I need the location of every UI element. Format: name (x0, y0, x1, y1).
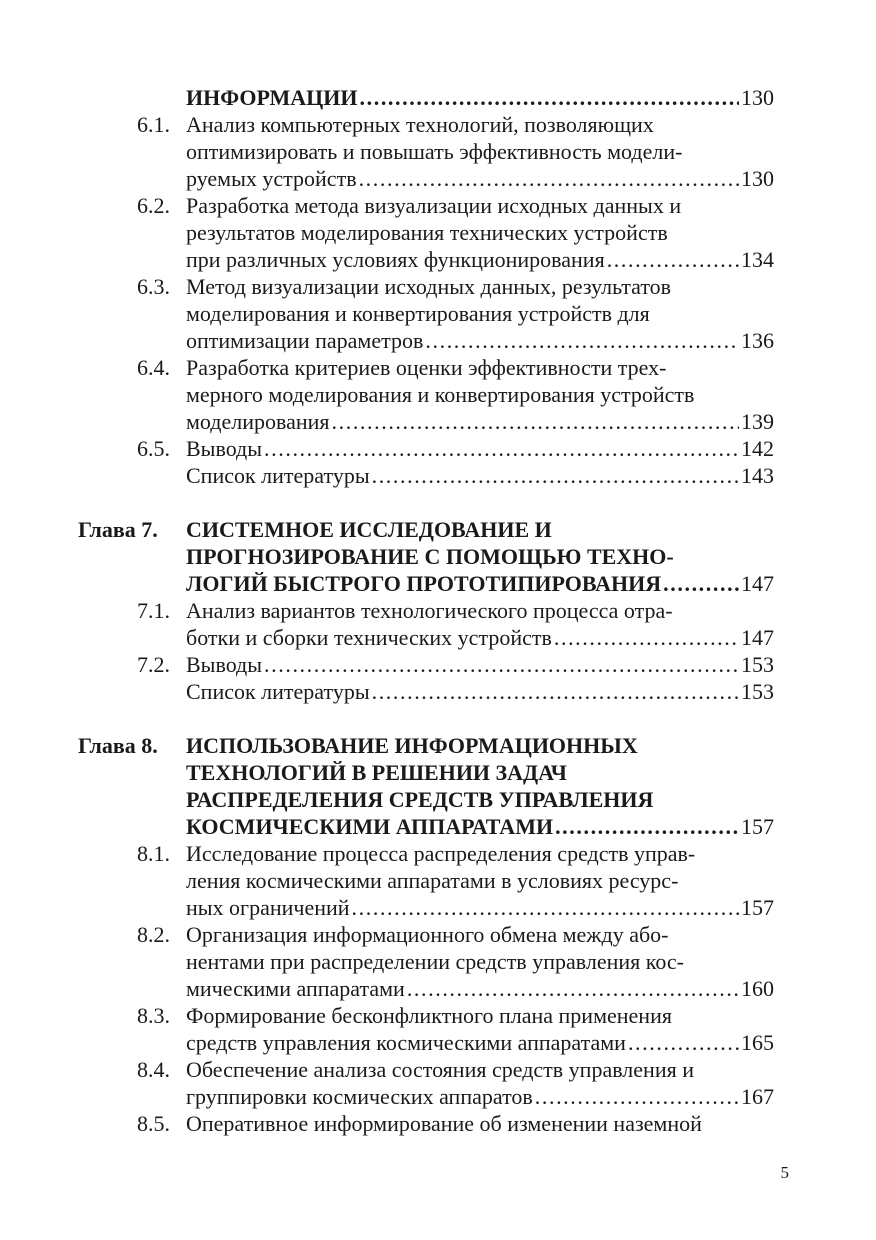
dot-leader (360, 84, 739, 111)
toc-chapter7-references (0, 678, 876, 705)
dot-leader (264, 651, 739, 678)
dot-leader (555, 813, 739, 840)
dot-leader (264, 435, 739, 462)
section-title-last-line: моделирования (186, 409, 330, 434)
section-title-last-line: Выводы (186, 652, 263, 677)
chapter-title-line: СИСТЕМНОЕ ИССЛЕДОВАНИЕ И (186, 517, 552, 542)
section-title-last-line: ных ограничений (186, 895, 350, 920)
toc-section-6-5 (0, 435, 876, 462)
section-title-line: результатов моделирования технических устройств (186, 220, 668, 245)
chapter-title-line: ПРОГНОЗИРОВАНИЕ С ПОМОЩЬЮ ТЕХНО- (186, 544, 674, 569)
dot-leader (372, 462, 739, 489)
toc-chapter6-references (0, 462, 876, 489)
dot-leader (407, 975, 739, 1002)
section-title-last-line: Список литературы (186, 679, 370, 704)
dot-leader (535, 1083, 739, 1110)
toc-section-6-2 (0, 192, 876, 273)
chapter-title-line: ИСПОЛЬЗОВАНИЕ ИНФОРМАЦИОННЫХ (186, 733, 638, 758)
section-title-last-line: оптимизации параметров (186, 328, 424, 353)
page-number: 5 (780, 1163, 789, 1182)
section-title-line: Организация информационного обмена между або- (186, 922, 669, 947)
toc-section-6-3 (0, 273, 876, 354)
section-title-line: Разработка метода визуализации исходных данных и (186, 193, 682, 218)
section-number: 7.1. (137, 598, 170, 623)
section-title-line: нентами при распределении средств управления кос- (186, 949, 684, 974)
toc-section-7-2 (0, 651, 876, 678)
section-title-line: Анализ вариантов технологического процесса отра- (186, 598, 673, 623)
section-number: 8.3. (137, 1003, 170, 1028)
dot-leader (352, 894, 739, 921)
dot-leader (663, 570, 739, 597)
section-number: 7.2. (137, 652, 170, 677)
section-title-last-line: руемых устройств (186, 166, 357, 191)
section-title-line: моделирования и конвертирования устройств для (186, 301, 650, 326)
chapter-title-line: РАСПРЕДЕЛЕНИЯ СРЕДСТВ УПРАВЛЕНИЯ (186, 787, 654, 812)
toc-section-8-2 (0, 921, 876, 1002)
toc-page-number: 134 (741, 247, 774, 272)
section-title-last-line: ботки и сборки технических устройств (186, 625, 552, 650)
toc-chapter6-title-continuation (0, 84, 876, 111)
toc-page-number: 157 (741, 814, 774, 839)
section-title-line: Обеспечение анализа состояния средств управления и (186, 1057, 694, 1082)
section-number: 6.4. (137, 355, 170, 380)
section-title-line: Оперативное информирование об изменении наземной (186, 1111, 702, 1136)
chapter-title-last-line: ЛОГИЙ БЫСТРОГО ПРОТОТИПИРОВАНИЯ (186, 571, 662, 596)
toc-page-number: 153 (741, 652, 774, 677)
section-title-last-line: Выводы (186, 436, 263, 461)
toc-page-number: 143 (741, 463, 774, 488)
section-title-last-line: группировки космических аппаратов (186, 1084, 533, 1109)
toc-chapter-7 (0, 516, 876, 597)
section-number: 8.2. (137, 922, 170, 947)
toc-section-6-4 (0, 354, 876, 435)
toc-entry-title: ИНФОРМАЦИИ (186, 85, 358, 110)
toc-page-number: 157 (741, 895, 774, 920)
section-number: 8.1. (137, 841, 170, 866)
toc-section-8-5 (0, 1110, 876, 1137)
dot-leader (554, 624, 739, 651)
table-of-contents (0, 84, 876, 1137)
section-title-line: оптимизировать и повышать эффективность модели- (186, 139, 683, 164)
toc-page-number: 160 (741, 976, 774, 1001)
toc-section-8-4 (0, 1056, 876, 1110)
chapter-label: Глава 8. (78, 733, 158, 758)
section-title-last-line: Список литературы (186, 463, 370, 488)
section-title-line: Формирование бесконфликтного плана применения (186, 1003, 672, 1028)
section-number: 6.1. (137, 112, 170, 137)
dot-leader (372, 678, 739, 705)
section-title-line: мерного моделирования и конвертирования устройств (186, 382, 695, 407)
toc-section-6-1 (0, 111, 876, 192)
section-title-last-line: средств управления космическими аппаратами (186, 1030, 626, 1055)
toc-page-number: 147 (741, 571, 774, 596)
dot-leader (332, 408, 739, 435)
toc-section-8-1 (0, 840, 876, 921)
spacer (0, 705, 876, 732)
toc-page-number: 139 (741, 409, 774, 434)
chapter-title-line: ТЕХНОЛОГИЙ В РЕШЕНИИ ЗАДАЧ (186, 760, 567, 785)
section-title-last-line: мическими аппаратами (186, 976, 405, 1001)
toc-page-number: 130 (741, 166, 774, 191)
toc-page-number: 167 (741, 1084, 774, 1109)
toc-page-number: 147 (741, 625, 774, 650)
section-title-line: Исследование процесса распределения средств управ- (186, 841, 696, 866)
toc-page-number: 153 (741, 679, 774, 704)
section-number: 6.5. (137, 436, 170, 461)
section-title-line: Разработка критериев оценки эффективности трех- (186, 355, 667, 380)
toc-page-number: 142 (741, 436, 774, 461)
section-title-line: ления космическими аппаратами в условиях ресурс- (186, 868, 679, 893)
dot-leader (425, 327, 739, 354)
section-title-line: Анализ компьютерных технологий, позволяющих (186, 112, 654, 137)
chapter-label: Глава 7. (78, 517, 158, 542)
toc-section-8-3 (0, 1002, 876, 1056)
section-number: 6.3. (137, 274, 170, 299)
dot-leader (607, 246, 739, 273)
chapter-title-last-line: КОСМИЧЕСКИМИ АППАРАТАМИ (186, 814, 554, 839)
section-title-last-line: при различных условиях функционирования (186, 247, 605, 272)
toc-page-number: 130 (741, 85, 774, 110)
section-number: 8.4. (137, 1057, 170, 1082)
spacer (0, 489, 876, 516)
toc-page-number: 136 (741, 328, 774, 353)
toc-section-7-1 (0, 597, 876, 651)
section-number: 6.2. (137, 193, 170, 218)
dot-leader (628, 1029, 739, 1056)
section-number: 8.5. (137, 1111, 170, 1136)
section-title-line: Метод визуализации исходных данных, результатов (186, 274, 672, 299)
dot-leader (359, 165, 739, 192)
toc-chapter-8 (0, 732, 876, 840)
toc-page-number: 165 (741, 1030, 774, 1055)
